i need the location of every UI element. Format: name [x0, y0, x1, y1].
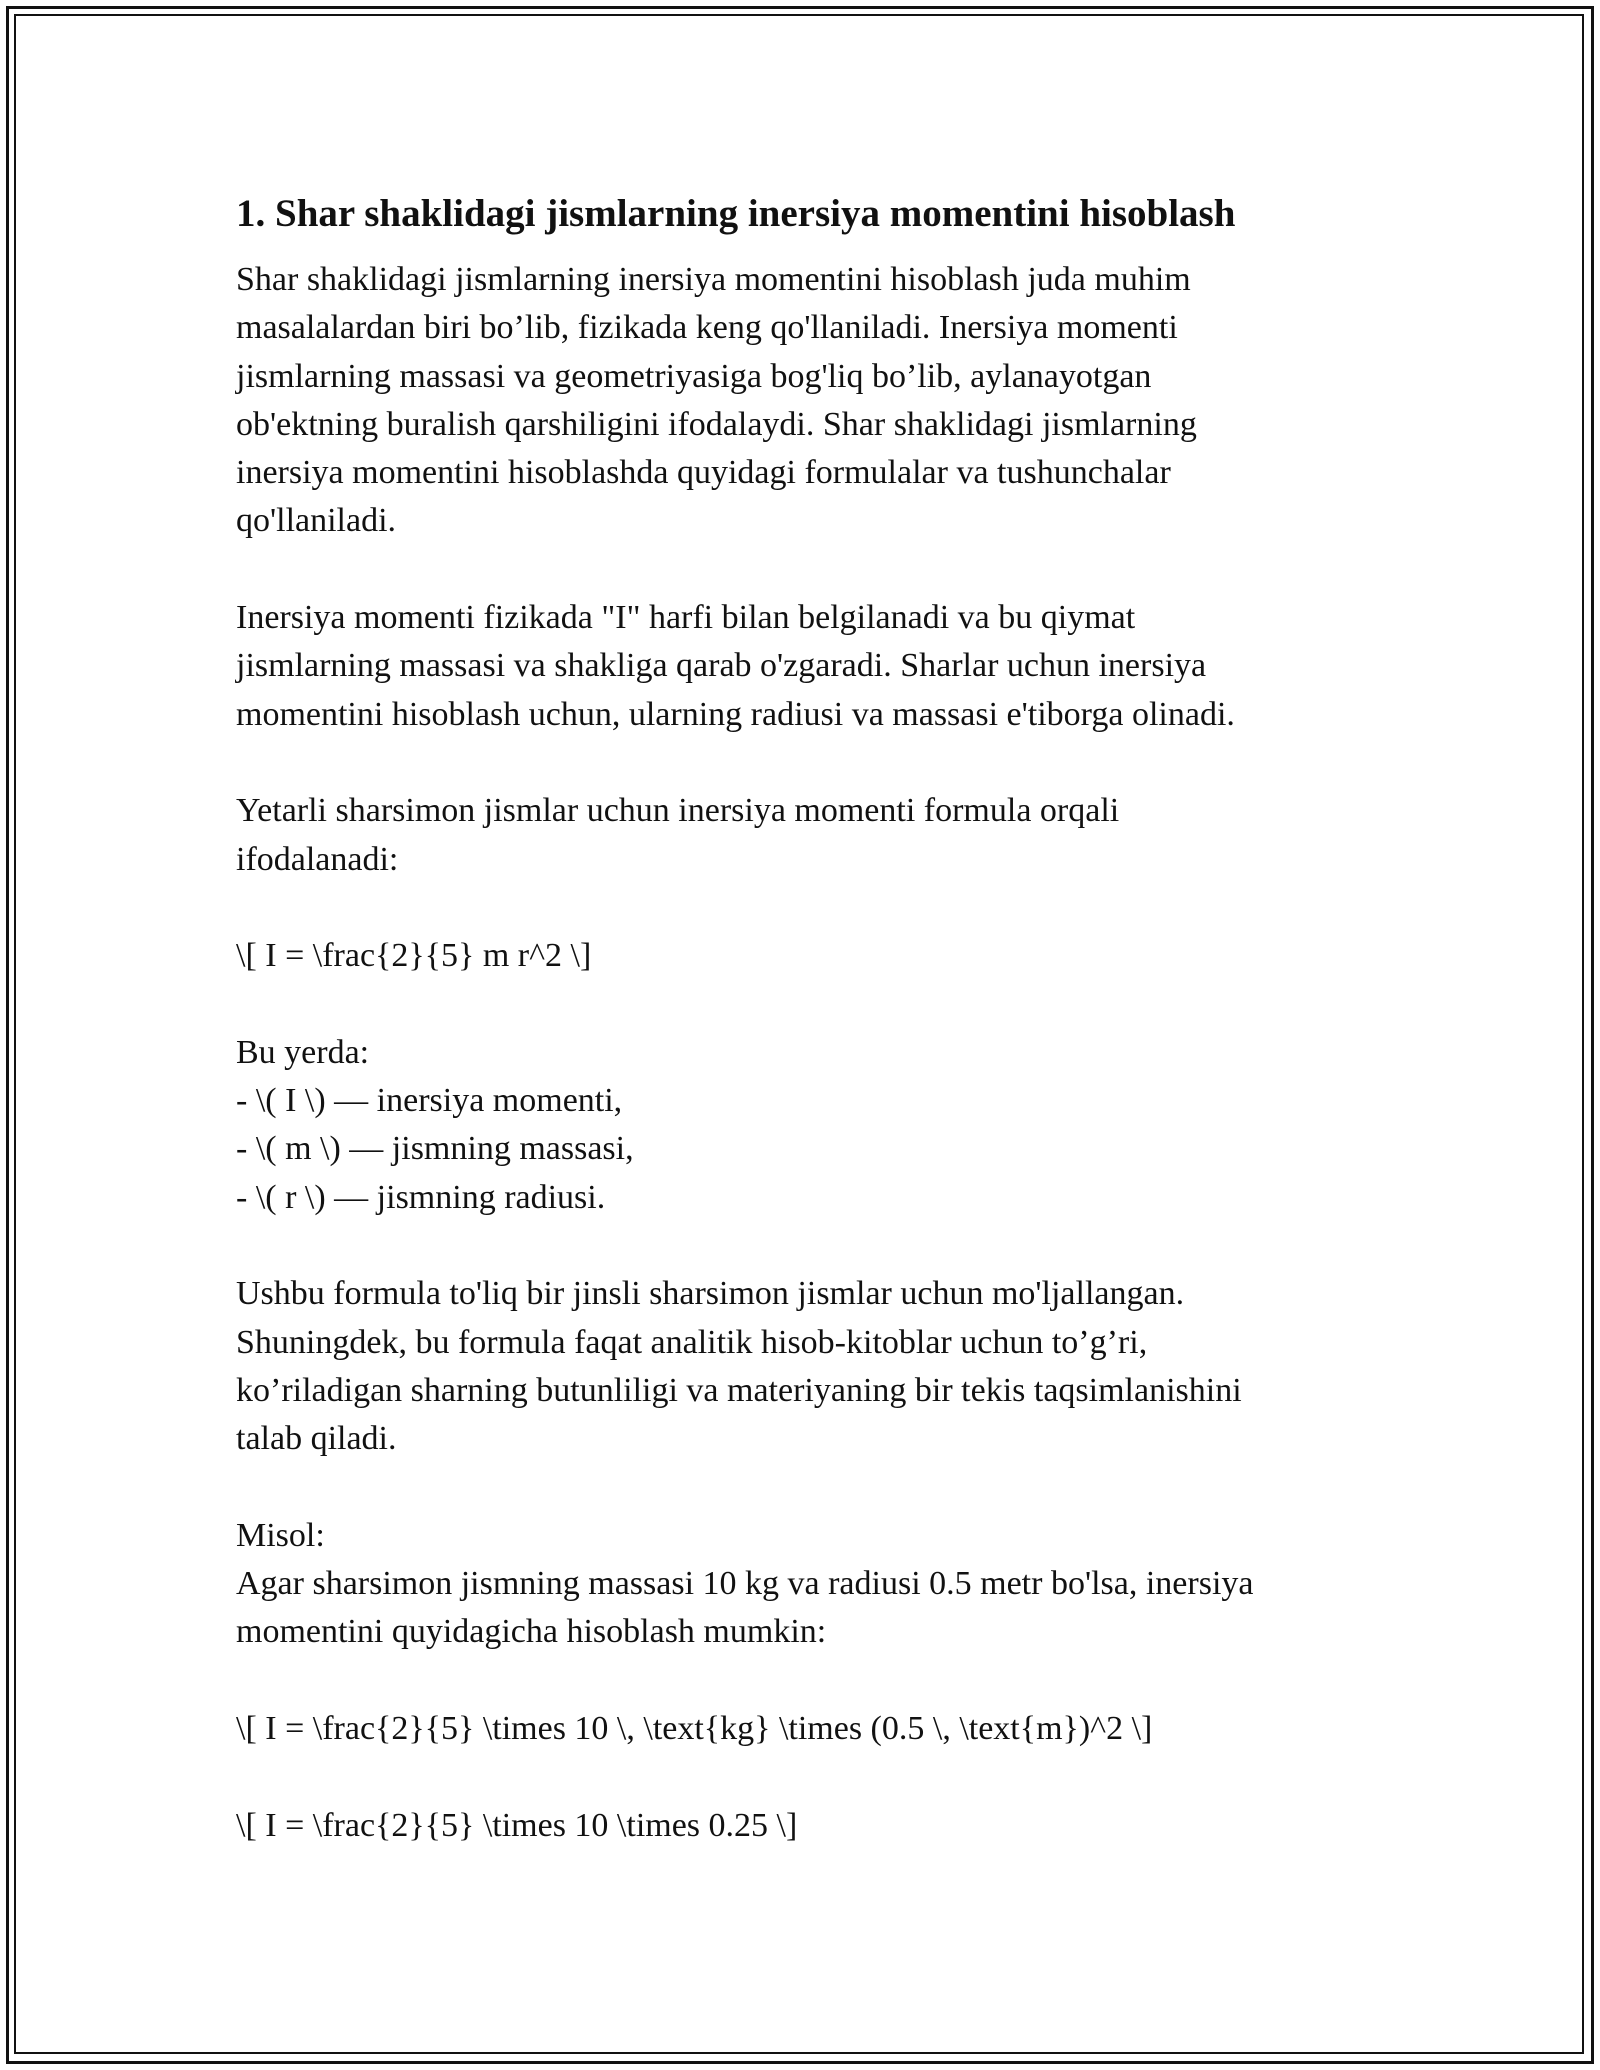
paragraph-spacer — [236, 980, 1356, 1028]
text-line: momentini quyidagicha hisoblash mumkin: — [236, 1613, 827, 1651]
text-line: Shar shaklidagi jismlarning inersiya momentini hisoblash juda muhim — [236, 261, 1191, 298]
formula-line: \[ I = \frac{2}{5} \times 10 \, \text{kg} \times (0.5 \, \text{m})^2 \] — [236, 1709, 1153, 1747]
paragraph-spacer — [236, 884, 1356, 932]
text-line: ko’riladigan sharning butunliligi va materiyaning bir tekis taqsimlanishini — [236, 1371, 1242, 1409]
formula-line: \[ I = \frac{2}{5} \times 10 \times 0.25 \] — [236, 1806, 798, 1844]
text-line: inersiya momentini hisoblashda quyidagi formulalar va tushunchalar — [236, 454, 1171, 492]
document-body — [236, 186, 1356, 1850]
text-line: Misol: — [236, 1516, 325, 1554]
section-heading: 1. Shar shaklidagi jismlarning inersiya momentini hisoblash — [236, 192, 1236, 235]
text-line: talab qiladi. — [236, 1420, 397, 1458]
paragraph-example — [236, 1512, 1356, 1657]
list-item: - \( m \) — jismning massasi, — [236, 1130, 634, 1168]
text-line: Shuningdek, bu formula faqat analitik hisob-kitoblar uchun to’g’ri, — [236, 1323, 1148, 1361]
formula-line: \[ I = \frac{2}{5} m r^2 \] — [236, 937, 592, 975]
paragraph-spacer — [236, 1463, 1356, 1511]
text-line: Agar sharsimon jismning massasi 10 kg va radiusi 0.5 metr bo'lsa, inersiya — [236, 1565, 1254, 1603]
paragraph-formula-intro — [236, 787, 1356, 884]
paragraph-spacer — [236, 1753, 1356, 1801]
paragraph-spacer — [236, 739, 1356, 787]
paragraph-variables — [236, 1029, 1356, 1222]
text-line: ifodalanadi: — [236, 840, 399, 878]
text-line: masalalardan biri bo’lib, fizikada keng qo'llaniladi. Inersiya momenti — [236, 309, 1178, 347]
text-line: jismlarning massasi va geometriyasiga bog'liq bo’lib, aylanayotgan — [236, 357, 1152, 395]
paragraph-spacer — [236, 1657, 1356, 1705]
text-line: Bu yerda: — [236, 1033, 370, 1071]
list-item: - \( I \) — inersiya momenti, — [236, 1082, 623, 1120]
text-line: Ushbu formula to'liq bir jinsli sharsimon jismlar uchun mo'ljallangan. — [236, 1275, 1185, 1313]
text-line: jismlarning massasi va shakliga qarab o'zgaradi. Sharlar uchun inersiya — [236, 647, 1207, 685]
text-line: Yetarli sharsimon jismlar uchun inersiya momenti formula orqali — [236, 792, 1120, 830]
text-line: ob'ektning buralish qarshiligini ifodalaydi. Shar shaklidagi jismlarning — [236, 405, 1197, 443]
paragraph-conditions — [236, 1270, 1356, 1463]
formula-example-substitution — [236, 1705, 1356, 1753]
list-item: - \( r \) — jismning radiusi. — [236, 1178, 606, 1216]
formula-example-simplified — [236, 1802, 1356, 1850]
paragraph-definition — [236, 594, 1356, 739]
text-line: Inersiya momenti fizikada "I" harfi bilan belgilanadi va bu qiymat — [236, 599, 1136, 637]
formula-inertia — [236, 932, 1356, 980]
paragraph-intro — [236, 256, 1356, 546]
paragraph-spacer — [236, 546, 1356, 594]
paragraph-spacer — [236, 1222, 1356, 1270]
text-line: qo'llaniladi. — [236, 502, 397, 540]
text-line: momentini hisoblash uchun, ularning radiusi va massasi e'tiborga olinadi. — [236, 695, 1235, 733]
